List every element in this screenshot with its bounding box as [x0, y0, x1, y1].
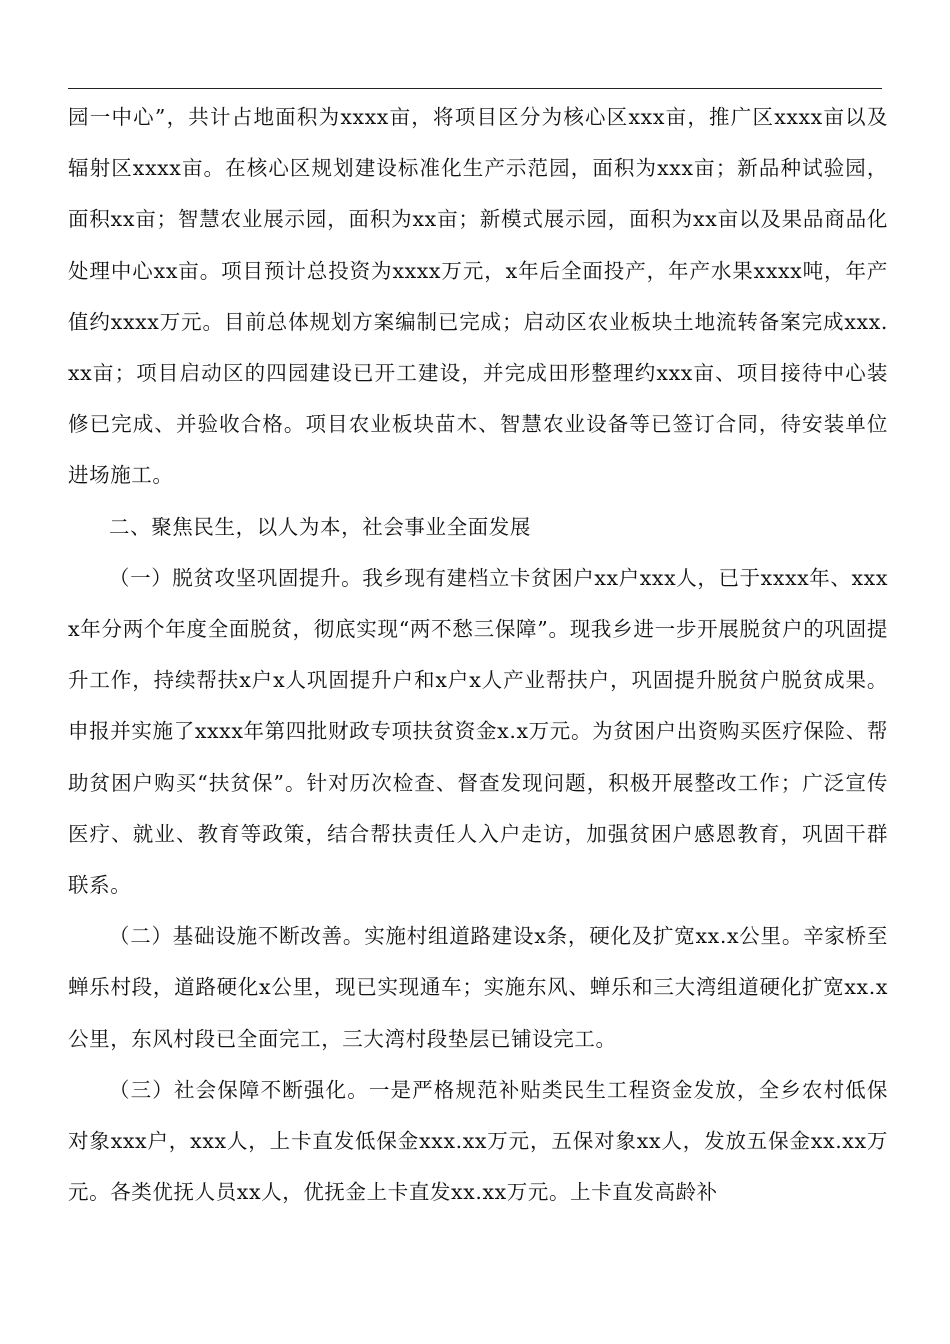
paragraph-poverty-alleviation: （一）脱贫攻坚巩固提升。我乡现有建档立卡贫困户xx户xxx人，已于xxxx年、xxxx年分两个年度全面脱贫，彻底实现“两不愁三保障”。现我乡进一步开展脱贫户的巩固提升工作，持续帮扶x户x人巩固提升户和x户x人产业帮扶户，巩固提升脱贫户脱贫成果。申报并实施了xxxx年第四批财政专项扶贫资金x.x万元。为贫困户出资购买医疗保险、帮助贫困户购买“扶贫保”。针对历次检查、督查发现问题，积极开展整改工作；广泛宣传医疗、就业、教育等政策，结合帮扶责任人入户走访，加强贫困户感恩教育，巩固干群联系。 [68, 565, 888, 898]
section-heading-livelihood: 二、聚焦民生，以人为本，社会事业全面发展 [109, 514, 531, 539]
paragraph-infrastructure: （二）基础设施不断改善。实施村组道路建设x条，硬化及扩宽xx.x公里。辛家桥至蝉乐村段，道路硬化x公里，现已实现通车；实施东风、蝉乐和三大湾组道硬化扩宽xx.x公里，东风村段已全面完工，三大湾村段垫层已铺设完工。 [68, 924, 888, 1051]
document-body [68, 92, 888, 1218]
paragraph-project-overview: 园一中心”，共计占地面积为xxxx亩，将项目区分为核心区xxx亩，推广区xxxx亩以及辐射区xxxx亩。在核心区规划建设标准化生产示范园，面积为xxx亩；新品种试验园，面积xx亩；智慧农业展示园，面积为xx亩；新模式展示园，面积为xx亩以及果品商品化处理中心xx亩。项目预计总投资为xxxx万元，x年后全面投产，年产水果xxxx吨，年产值约xxxx万元。目前总体规划方案编制已完成；启动区农业板块土地流转备案完成xxx.xx亩；项目启动区的四园建设已开工建设，并完成田形整理约xxx亩、项目接待中心装修已完成、并验收合格。项目农业板块苗木、智慧农业设备等已签订合同，待安装单位进场施工。 [68, 105, 888, 488]
header-rule [68, 88, 882, 89]
paragraph-social-security: （三）社会保障不断强化。一是严格规范补贴类民生工程资金发放，全乡农村低保对象xxx户，xxx人，上卡直发低保金xxx.xx万元，五保对象xx人，发放五保金xx.xx万元。各类优抚人员xx人，优抚金上卡直发xx.xx万元。上卡直发高龄补 [68, 1077, 888, 1205]
